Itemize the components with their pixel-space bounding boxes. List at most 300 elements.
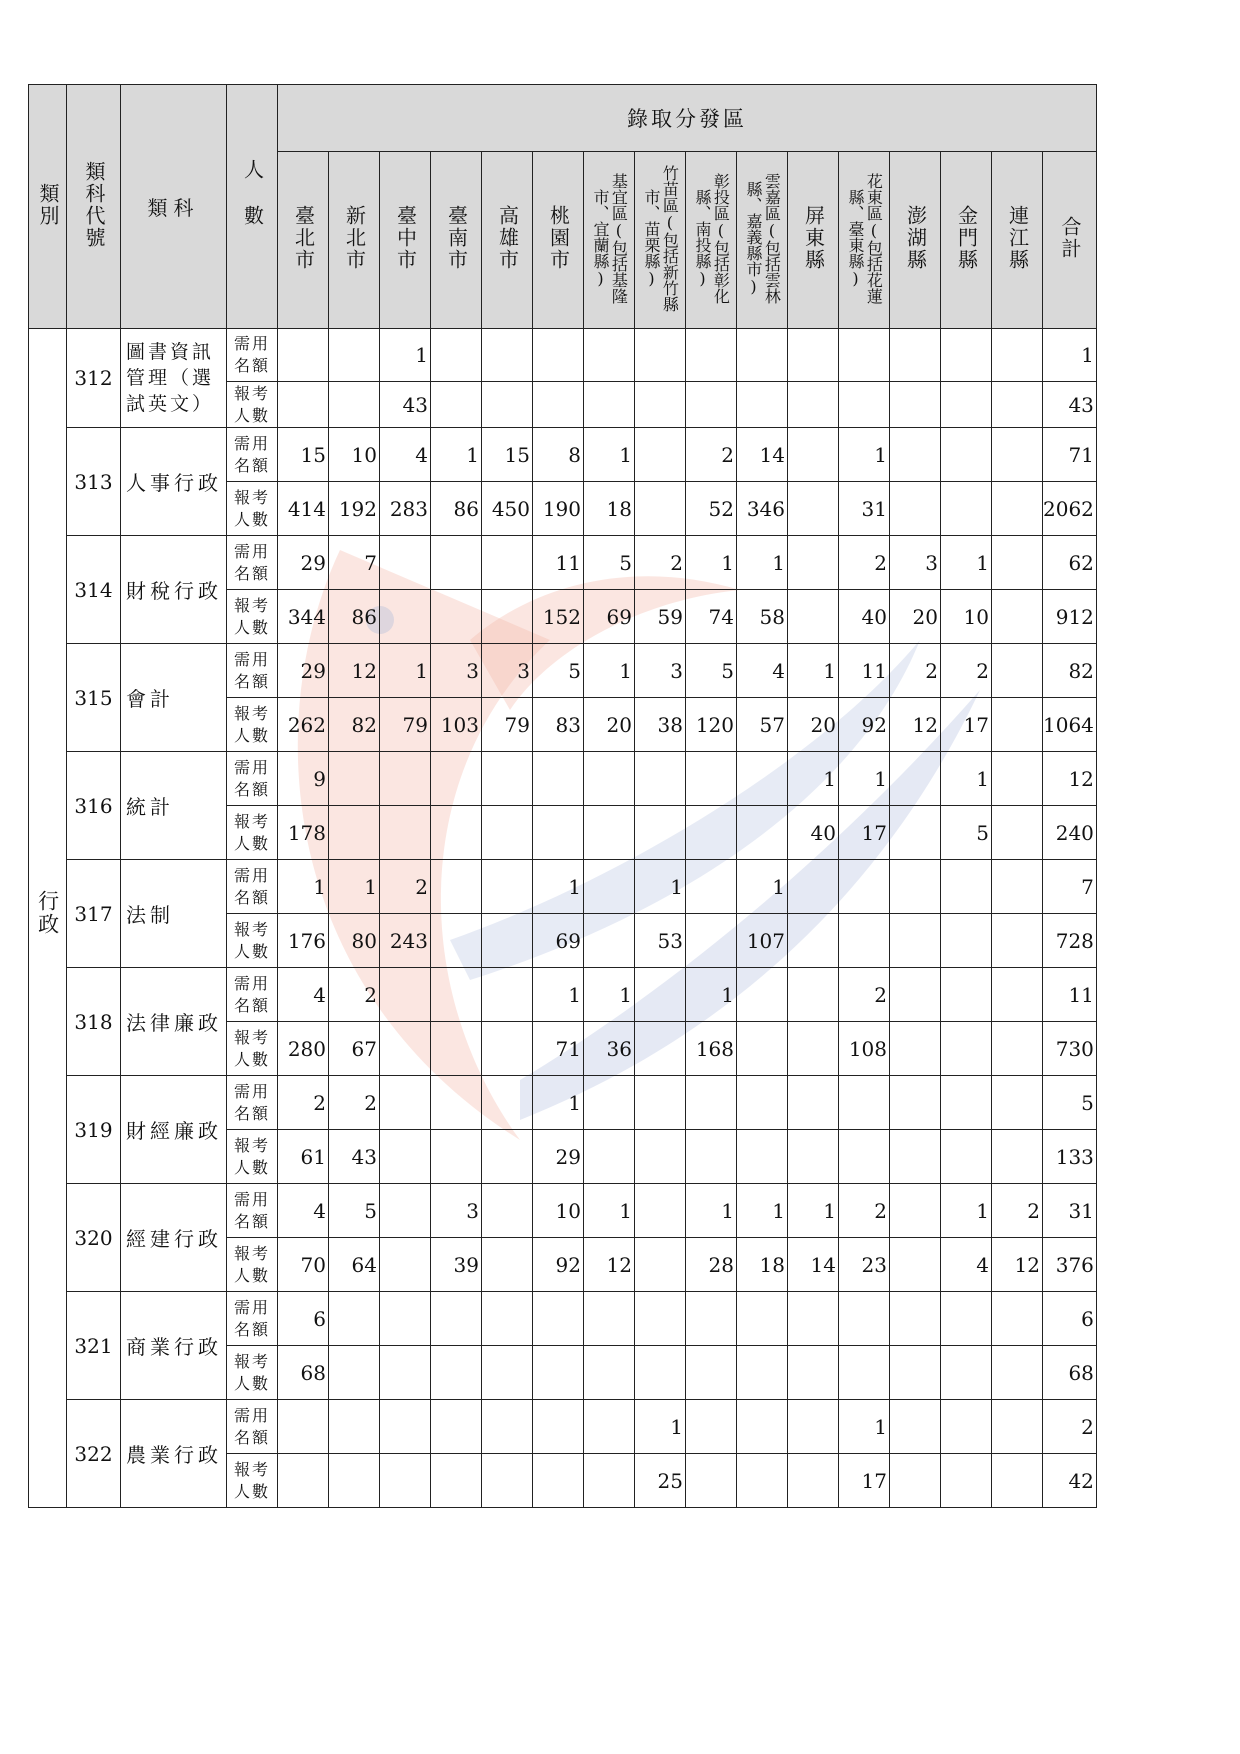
apply-value: 74 xyxy=(686,590,737,644)
need-value: 1 xyxy=(941,536,992,590)
apply-value xyxy=(788,590,839,644)
need-value xyxy=(635,1292,686,1346)
row-label-apply: 報考人數 xyxy=(227,806,278,860)
apply-value: 86 xyxy=(329,590,380,644)
apply-value xyxy=(278,1454,329,1508)
apply-value xyxy=(635,1022,686,1076)
need-value: 29 xyxy=(278,644,329,698)
header-region-4: 高雄市 xyxy=(482,152,533,329)
apply-value xyxy=(635,806,686,860)
need-value xyxy=(737,968,788,1022)
subject-name: 統計 xyxy=(121,752,227,860)
table-row xyxy=(29,329,1097,382)
need-value: 1 xyxy=(533,968,584,1022)
apply-value: 40 xyxy=(839,590,890,644)
apply-value xyxy=(431,382,482,428)
subject-code: 312 xyxy=(67,329,121,428)
need-value xyxy=(584,329,635,382)
apply-value xyxy=(788,1022,839,1076)
need-value xyxy=(890,752,941,806)
apply-value: 728 xyxy=(1043,914,1097,968)
need-value: 3 xyxy=(635,644,686,698)
need-value xyxy=(533,752,584,806)
need-value xyxy=(890,1076,941,1130)
subject-code: 315 xyxy=(67,644,121,752)
apply-value: 43 xyxy=(380,382,431,428)
need-value xyxy=(788,428,839,482)
apply-value xyxy=(992,914,1043,968)
apply-value: 20 xyxy=(890,590,941,644)
need-value xyxy=(380,1400,431,1454)
apply-value xyxy=(941,1454,992,1508)
apply-value xyxy=(737,1454,788,1508)
need-value: 12 xyxy=(329,644,380,698)
table-row xyxy=(29,536,1097,590)
apply-value xyxy=(890,1130,941,1184)
apply-value xyxy=(635,1130,686,1184)
apply-value xyxy=(890,1238,941,1292)
apply-value: 92 xyxy=(533,1238,584,1292)
apply-value xyxy=(431,590,482,644)
need-value: 1 xyxy=(839,752,890,806)
row-label-apply: 報考人數 xyxy=(227,1346,278,1400)
row-label-need: 需用名額 xyxy=(227,752,278,806)
need-value xyxy=(839,1292,890,1346)
apply-value xyxy=(839,1130,890,1184)
need-value: 1 xyxy=(686,968,737,1022)
need-value: 5 xyxy=(533,644,584,698)
apply-value: 52 xyxy=(686,482,737,536)
need-value xyxy=(992,428,1043,482)
subject-name: 人事行政 xyxy=(121,428,227,536)
apply-value: 38 xyxy=(635,698,686,752)
table-row xyxy=(29,1400,1097,1454)
need-value xyxy=(788,1292,839,1346)
row-label-need: 需用名額 xyxy=(227,644,278,698)
need-value: 6 xyxy=(1043,1292,1097,1346)
apply-value xyxy=(482,1238,533,1292)
need-value xyxy=(482,1400,533,1454)
apply-value: 64 xyxy=(329,1238,380,1292)
need-value xyxy=(635,752,686,806)
need-value xyxy=(839,329,890,382)
apply-value: 68 xyxy=(1043,1346,1097,1400)
header-region-0: 臺北市 xyxy=(278,152,329,329)
header-region-8: 彰投區(包括彰化縣、南投縣) xyxy=(686,152,737,329)
need-value xyxy=(431,1400,482,1454)
row-label-need: 需用名額 xyxy=(227,329,278,382)
apply-value xyxy=(584,1346,635,1400)
need-value: 3 xyxy=(482,644,533,698)
apply-value: 68 xyxy=(278,1346,329,1400)
need-value xyxy=(584,752,635,806)
need-value: 1 xyxy=(1043,329,1097,382)
row-label-apply: 報考人數 xyxy=(227,590,278,644)
subject-name: 農業行政 xyxy=(121,1400,227,1508)
need-value: 82 xyxy=(1043,644,1097,698)
apply-value: 178 xyxy=(278,806,329,860)
apply-value xyxy=(890,382,941,428)
need-value xyxy=(992,752,1043,806)
header-code: 類科代號 xyxy=(67,85,121,329)
need-value: 1 xyxy=(584,644,635,698)
apply-value: 450 xyxy=(482,482,533,536)
apply-value: 20 xyxy=(788,698,839,752)
header-count: 人數 xyxy=(227,85,278,329)
need-value xyxy=(992,1292,1043,1346)
apply-value: 43 xyxy=(329,1130,380,1184)
need-value xyxy=(278,329,329,382)
need-value: 11 xyxy=(1043,968,1097,1022)
apply-value xyxy=(737,382,788,428)
apply-value: 346 xyxy=(737,482,788,536)
need-value: 1 xyxy=(686,1184,737,1238)
apply-value xyxy=(431,914,482,968)
apply-value: 18 xyxy=(737,1238,788,1292)
need-value: 1 xyxy=(737,860,788,914)
apply-value: 17 xyxy=(839,806,890,860)
apply-value: 58 xyxy=(737,590,788,644)
need-value: 2 xyxy=(992,1184,1043,1238)
row-label-apply: 報考人數 xyxy=(227,1454,278,1508)
need-value xyxy=(890,968,941,1022)
need-value: 2 xyxy=(329,1076,380,1130)
apply-value xyxy=(941,914,992,968)
subject-code: 319 xyxy=(67,1076,121,1184)
need-value xyxy=(686,860,737,914)
need-value xyxy=(482,536,533,590)
apply-value xyxy=(737,1022,788,1076)
need-value xyxy=(431,752,482,806)
row-label-apply: 報考人數 xyxy=(227,698,278,752)
need-value: 2 xyxy=(278,1076,329,1130)
apply-value xyxy=(737,1130,788,1184)
row-label-need: 需用名額 xyxy=(227,968,278,1022)
need-value: 12 xyxy=(1043,752,1097,806)
row-label-need: 需用名額 xyxy=(227,1292,278,1346)
need-value xyxy=(992,968,1043,1022)
apply-value xyxy=(992,698,1043,752)
need-value: 7 xyxy=(1043,860,1097,914)
subject-name: 法制 xyxy=(121,860,227,968)
need-value xyxy=(380,968,431,1022)
subject-name: 財經廉政 xyxy=(121,1076,227,1184)
apply-value: 86 xyxy=(431,482,482,536)
need-value: 1 xyxy=(839,428,890,482)
apply-value: 283 xyxy=(380,482,431,536)
apply-value: 20 xyxy=(584,698,635,752)
apply-value xyxy=(431,1454,482,1508)
need-value xyxy=(890,329,941,382)
apply-value: 92 xyxy=(839,698,890,752)
apply-value: 120 xyxy=(686,698,737,752)
apply-value xyxy=(992,1130,1043,1184)
need-value xyxy=(380,1184,431,1238)
apply-value xyxy=(941,482,992,536)
need-value xyxy=(431,329,482,382)
header-region-10: 屏東縣 xyxy=(788,152,839,329)
apply-value xyxy=(584,382,635,428)
apply-value xyxy=(482,1022,533,1076)
apply-value xyxy=(686,1454,737,1508)
apply-value xyxy=(788,1346,839,1400)
need-value: 10 xyxy=(533,1184,584,1238)
row-label-need: 需用名額 xyxy=(227,1076,278,1130)
table-row xyxy=(29,968,1097,1022)
header-region-9: 雲嘉區(包括雲林縣、嘉義縣市) xyxy=(737,152,788,329)
apply-value: 53 xyxy=(635,914,686,968)
apply-value xyxy=(992,482,1043,536)
need-value xyxy=(941,968,992,1022)
header-region-6: 基宜區(包括基隆市、宜蘭縣) xyxy=(584,152,635,329)
apply-value: 344 xyxy=(278,590,329,644)
apply-value xyxy=(992,806,1043,860)
apply-value: 70 xyxy=(278,1238,329,1292)
need-value xyxy=(380,1076,431,1130)
need-value: 1 xyxy=(941,1184,992,1238)
need-value xyxy=(533,1292,584,1346)
apply-value: 31 xyxy=(839,482,890,536)
need-value xyxy=(839,1076,890,1130)
table-row xyxy=(29,644,1097,698)
apply-value: 240 xyxy=(1043,806,1097,860)
need-value xyxy=(890,860,941,914)
need-value: 6 xyxy=(278,1292,329,1346)
need-value xyxy=(482,1184,533,1238)
need-value: 7 xyxy=(329,536,380,590)
apply-value: 23 xyxy=(839,1238,890,1292)
row-label-need: 需用名額 xyxy=(227,428,278,482)
apply-value: 103 xyxy=(431,698,482,752)
apply-value xyxy=(482,806,533,860)
need-value: 2 xyxy=(380,860,431,914)
need-value: 1 xyxy=(380,644,431,698)
need-value: 2 xyxy=(839,1184,890,1238)
need-value: 5 xyxy=(1043,1076,1097,1130)
apply-value xyxy=(788,382,839,428)
need-value xyxy=(329,752,380,806)
apply-value xyxy=(584,1454,635,1508)
apply-value: 83 xyxy=(533,698,584,752)
apply-value xyxy=(992,1346,1043,1400)
apply-value xyxy=(890,1022,941,1076)
need-value: 1 xyxy=(380,329,431,382)
need-value: 2 xyxy=(839,536,890,590)
apply-value: 40 xyxy=(788,806,839,860)
apply-value xyxy=(839,1346,890,1400)
apply-value xyxy=(482,1454,533,1508)
apply-value xyxy=(380,806,431,860)
apply-value xyxy=(380,1022,431,1076)
need-value xyxy=(890,1292,941,1346)
need-value xyxy=(788,536,839,590)
need-value: 1 xyxy=(533,1076,584,1130)
need-value xyxy=(533,1400,584,1454)
apply-value xyxy=(992,1454,1043,1508)
header-region-7: 竹苗區(包括新竹縣市、苗栗縣) xyxy=(635,152,686,329)
apply-value xyxy=(329,806,380,860)
subject-name: 商業行政 xyxy=(121,1292,227,1400)
need-value xyxy=(992,1400,1043,1454)
need-value: 14 xyxy=(737,428,788,482)
apply-value xyxy=(890,482,941,536)
need-value xyxy=(329,1292,380,1346)
header-region-2: 臺中市 xyxy=(380,152,431,329)
apply-value: 69 xyxy=(584,590,635,644)
need-value xyxy=(737,752,788,806)
apply-value: 376 xyxy=(1043,1238,1097,1292)
apply-value: 243 xyxy=(380,914,431,968)
apply-value: 5 xyxy=(941,806,992,860)
apply-value xyxy=(584,914,635,968)
need-value xyxy=(686,329,737,382)
apply-value xyxy=(788,482,839,536)
apply-value: 59 xyxy=(635,590,686,644)
need-value xyxy=(992,1076,1043,1130)
need-value xyxy=(533,329,584,382)
need-value: 15 xyxy=(278,428,329,482)
need-value xyxy=(992,860,1043,914)
apply-value: 2062 xyxy=(1043,482,1097,536)
apply-value: 152 xyxy=(533,590,584,644)
apply-value: 17 xyxy=(941,698,992,752)
apply-value: 12 xyxy=(992,1238,1043,1292)
apply-value: 29 xyxy=(533,1130,584,1184)
apply-value: 14 xyxy=(788,1238,839,1292)
apply-value xyxy=(890,914,941,968)
need-value: 9 xyxy=(278,752,329,806)
need-value xyxy=(482,968,533,1022)
need-value xyxy=(788,860,839,914)
apply-value xyxy=(482,382,533,428)
subject-code: 314 xyxy=(67,536,121,644)
table-row xyxy=(29,428,1097,482)
apply-value xyxy=(686,806,737,860)
apply-value xyxy=(431,1022,482,1076)
need-value: 29 xyxy=(278,536,329,590)
need-value: 10 xyxy=(329,428,380,482)
header-region-15: 合計 xyxy=(1043,152,1097,329)
header-region-1: 新北市 xyxy=(329,152,380,329)
need-value xyxy=(941,1076,992,1130)
need-value xyxy=(788,329,839,382)
apply-value xyxy=(431,1346,482,1400)
need-value xyxy=(941,329,992,382)
category-cell: 行政 xyxy=(29,329,67,1508)
header-region-12: 澎湖縣 xyxy=(890,152,941,329)
apply-value: 133 xyxy=(1043,1130,1097,1184)
need-value: 5 xyxy=(329,1184,380,1238)
row-label-apply: 報考人數 xyxy=(227,914,278,968)
need-value xyxy=(635,1184,686,1238)
apply-value xyxy=(686,1130,737,1184)
need-value: 71 xyxy=(1043,428,1097,482)
need-value xyxy=(737,1076,788,1130)
apply-value xyxy=(788,1130,839,1184)
need-value: 5 xyxy=(686,644,737,698)
need-value xyxy=(737,329,788,382)
row-label-apply: 報考人數 xyxy=(227,382,278,428)
apply-value: 176 xyxy=(278,914,329,968)
apply-value xyxy=(686,914,737,968)
need-value: 3 xyxy=(431,1184,482,1238)
apply-value: 25 xyxy=(635,1454,686,1508)
apply-value: 69 xyxy=(533,914,584,968)
apply-value: 28 xyxy=(686,1238,737,1292)
apply-value xyxy=(278,382,329,428)
header-category: 類別 xyxy=(29,85,67,329)
need-value: 2 xyxy=(890,644,941,698)
need-value xyxy=(890,1400,941,1454)
need-value xyxy=(482,329,533,382)
need-value xyxy=(278,1400,329,1454)
header-region-5: 桃園市 xyxy=(533,152,584,329)
need-value xyxy=(482,860,533,914)
apply-value xyxy=(329,1346,380,1400)
need-value: 1 xyxy=(737,536,788,590)
need-value: 11 xyxy=(533,536,584,590)
apply-value: 10 xyxy=(941,590,992,644)
need-value: 1 xyxy=(737,1184,788,1238)
apply-value: 912 xyxy=(1043,590,1097,644)
need-value xyxy=(686,1400,737,1454)
apply-value xyxy=(992,382,1043,428)
need-value xyxy=(329,329,380,382)
need-value xyxy=(686,1292,737,1346)
apply-value xyxy=(380,590,431,644)
need-value: 1 xyxy=(533,860,584,914)
header-region-11: 花東區(包括花蓮縣、臺東縣) xyxy=(839,152,890,329)
need-value xyxy=(890,428,941,482)
need-value: 2 xyxy=(1043,1400,1097,1454)
need-value: 3 xyxy=(431,644,482,698)
need-value xyxy=(992,644,1043,698)
need-value xyxy=(584,1076,635,1130)
row-label-apply: 報考人數 xyxy=(227,1238,278,1292)
need-value xyxy=(380,752,431,806)
apply-value: 43 xyxy=(1043,382,1097,428)
apply-value: 79 xyxy=(482,698,533,752)
need-value xyxy=(431,1292,482,1346)
need-value xyxy=(737,1292,788,1346)
apply-value: 39 xyxy=(431,1238,482,1292)
need-value xyxy=(686,752,737,806)
need-value: 1 xyxy=(941,752,992,806)
need-value: 1 xyxy=(584,428,635,482)
need-value xyxy=(941,860,992,914)
apply-value xyxy=(482,914,533,968)
need-value xyxy=(584,1400,635,1454)
apply-value: 80 xyxy=(329,914,380,968)
need-value: 1 xyxy=(635,1400,686,1454)
need-value: 8 xyxy=(533,428,584,482)
apply-value xyxy=(482,1346,533,1400)
apply-value xyxy=(788,914,839,968)
need-value: 15 xyxy=(482,428,533,482)
recruitment-quota-table xyxy=(28,84,1097,1508)
subject-code: 313 xyxy=(67,428,121,536)
need-value: 1 xyxy=(788,752,839,806)
apply-value xyxy=(635,482,686,536)
need-value xyxy=(431,536,482,590)
apply-value xyxy=(584,806,635,860)
apply-value xyxy=(431,806,482,860)
need-value: 4 xyxy=(380,428,431,482)
need-value xyxy=(380,536,431,590)
need-value: 1 xyxy=(584,1184,635,1238)
apply-value xyxy=(380,1346,431,1400)
apply-value: 414 xyxy=(278,482,329,536)
